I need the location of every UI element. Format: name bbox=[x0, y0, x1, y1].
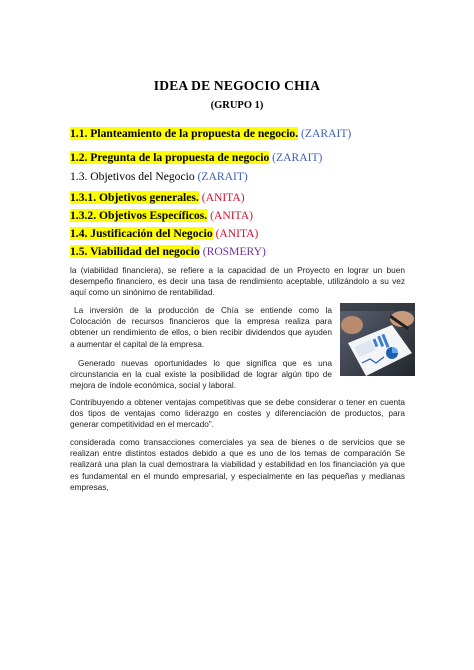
heading-assignee: (ZARAIT) bbox=[197, 170, 248, 183]
heading-label: 1.2. Pregunta de la propuesta de negocio bbox=[70, 151, 270, 164]
heading-assignee: (ZARAIT) bbox=[301, 127, 352, 140]
paragraph-transacciones: considerada como transacciones comerciales ya sea de bienes o de servicios que se realizan entre distintos estados debido a que es uno de los temas de comparación Se realizará una plan la cual demostrara la viabilidad y estabilidad en los financiación ya que es fundamental en el mundo empresarial, y especialmente en las pequeñas y medianas empresas, bbox=[70, 437, 405, 492]
heading-assignee: (ANITA) bbox=[210, 209, 253, 222]
heading-1-4 bbox=[70, 227, 258, 241]
heading-1-5 bbox=[70, 245, 266, 259]
paragraph-oportunidades: Generado nuevas oportunidades lo que significa que es una circunstancia en la cual existe la posibilidad de lograr algún tipo de mejora de índole económica, social y laboral. bbox=[70, 358, 332, 391]
heading-1-3-1 bbox=[70, 191, 245, 205]
heading-assignee: (ANITA) bbox=[201, 191, 245, 204]
heading-label: 1.5. Viabilidad del negocio bbox=[70, 245, 200, 258]
heading-1-3 bbox=[70, 170, 248, 184]
business-chart-photo bbox=[340, 303, 415, 376]
heading-assignee: (ROSMERY) bbox=[202, 245, 266, 258]
business-chart-photo-icon bbox=[340, 303, 415, 376]
document-title: IDEA DE NEGOCIO CHIA bbox=[153, 78, 321, 93]
heading-1-3-2 bbox=[70, 209, 253, 223]
heading-label: 1.3. Objetivos del Negocio bbox=[70, 170, 195, 183]
paragraph-ventajas: Contribuyendo a obtener ventajas competitivas que se debe considerar o tener en cuenta dos tipos de ventajas como liderazgo en costes y diferenciación de productos, para generar competitividad en el mercado”. bbox=[70, 397, 405, 430]
paragraph-viabilidad: la (viabilidad financiera), se refiere a la capacidad de un Proyecto en lograr un buen desempeño financiero, es decir una tasa de rendimiento aceptable, utilizándolo a su vez aquí como un sinónimo de rentabilidad. bbox=[70, 265, 405, 298]
heading-label: 1.3.2. Objetivos Específicos. bbox=[70, 209, 208, 222]
heading-label: 1.1. Planteamiento de la propuesta de negocio. bbox=[70, 127, 299, 140]
heading-1-2 bbox=[70, 151, 322, 165]
heading-1-1 bbox=[70, 127, 351, 141]
paragraph-inversion: La inversión de la producción de Chía se entiende como la Colocación de recursos financieros que la empresa realiza para obtener un rendimiento de ellos, o bien recibir dividendos que ayuden a aumentar el capital de la empresa. bbox=[70, 305, 332, 349]
document-subtitle: (GRUPO 1) bbox=[210, 100, 264, 111]
heading-label: 1.4. Justificación del Negocio bbox=[70, 227, 213, 240]
heading-assignee: (ZARAIT) bbox=[272, 151, 323, 164]
heading-assignee: (ANITA) bbox=[215, 227, 259, 240]
heading-label: 1.3.1. Objetivos generales. bbox=[70, 191, 199, 204]
